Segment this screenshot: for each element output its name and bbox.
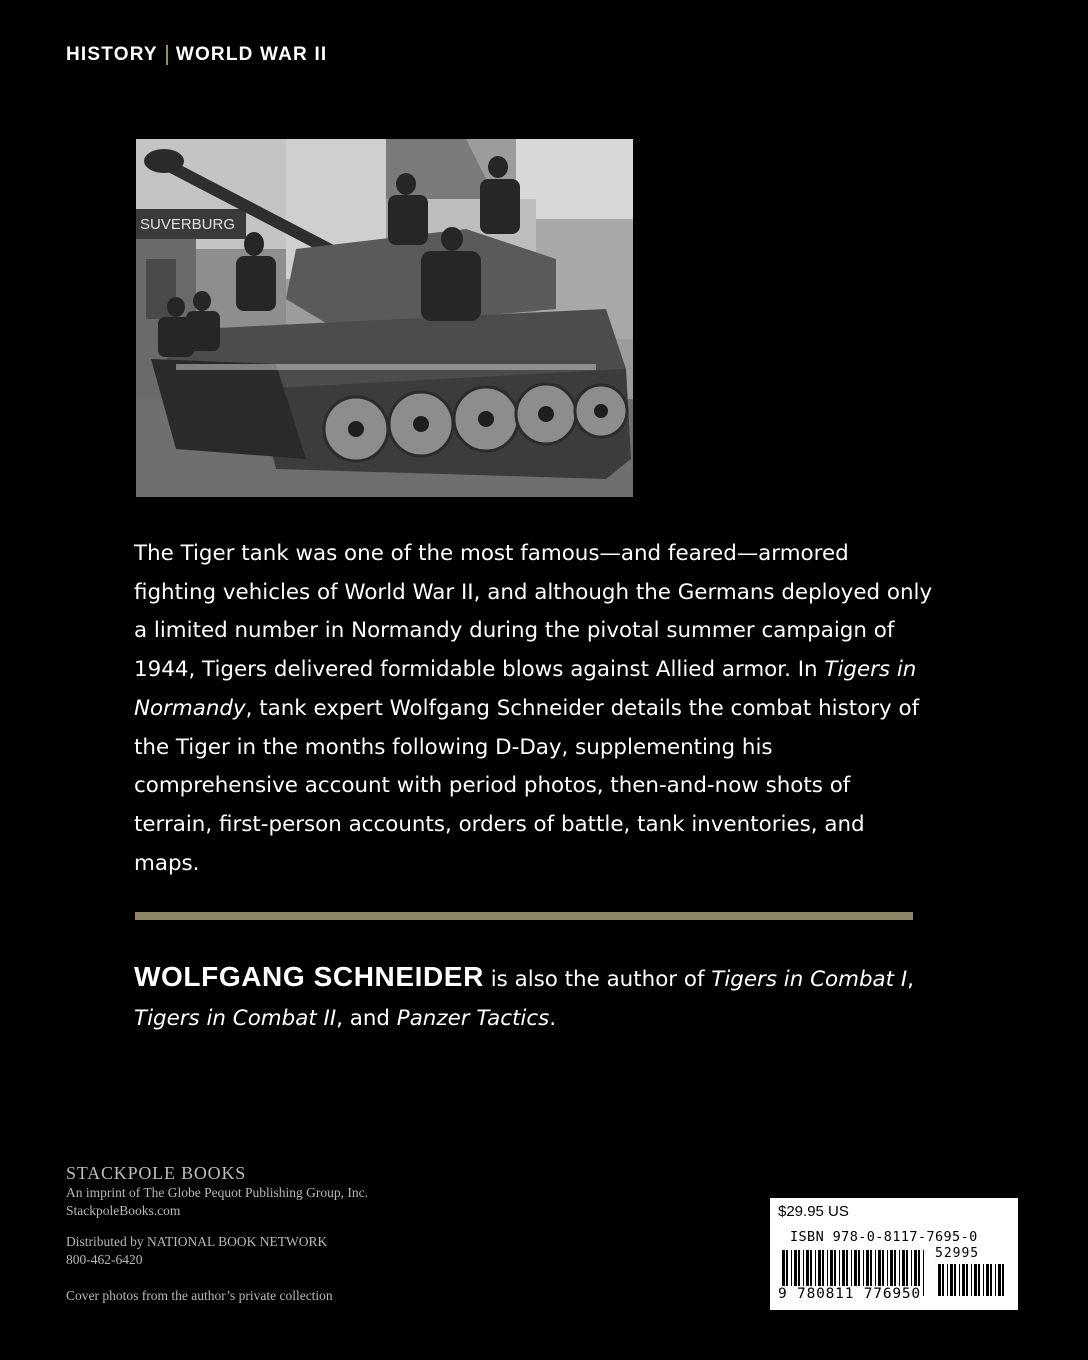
barcode-price: $29.95 US — [778, 1203, 849, 1220]
author-text-2: , — [907, 967, 914, 992]
publisher-imprint: An imprint of The Globe Pequot Publishing Group, Inc. — [66, 1185, 368, 1200]
photo-sign-text: SUVERBURG — [140, 216, 236, 233]
blurb-part-2: , tank expert Wolfgang Schneider details the combat history of the Tiger in the months following D-Day, supplementing his comprehensive account with period photos, then-and-now shots of terrain, first-person accounts, orders of battle, tank inventories, and maps. — [134, 695, 920, 876]
author-book-2: Tigers in Combat II — [134, 1005, 337, 1031]
distributor-phone: 800-462-6420 — [66, 1252, 143, 1267]
barcode-ean-number: 9 780811 776950 — [778, 1286, 921, 1302]
barcode-isbn: ISBN 978-0-8117-7695-0 — [790, 1229, 978, 1245]
divider-rule — [135, 912, 913, 920]
category-separator — [166, 45, 168, 65]
category-label — [66, 44, 327, 66]
photo-credit: Cover photos from the author’s private collection — [66, 1288, 333, 1303]
author-text-3: , and — [336, 1005, 397, 1031]
author-name: WOLFGANG SCHNEIDER — [134, 961, 484, 992]
author-text-4: . — [549, 1005, 557, 1031]
distributor-name: Distributed by NATIONAL BOOK NETWORK — [66, 1234, 328, 1249]
author-text-1: is also the author of — [483, 967, 712, 992]
publisher-info — [66, 1162, 368, 1305]
author-book-1: Tigers in Combat I — [711, 967, 908, 992]
tiger-tank-photo — [136, 139, 633, 497]
blurb-book-title: Tigers in Normandy — [134, 657, 917, 721]
publisher-name: STACKPOLE BOOKS — [66, 1163, 247, 1183]
author-bio — [134, 958, 954, 1038]
description-blurb — [134, 535, 934, 883]
category-history: HISTORY — [66, 44, 158, 65]
publisher-website: StackpoleBooks.com — [66, 1203, 181, 1218]
isbn-barcode — [770, 1198, 1018, 1310]
barcode-addon-number: 52995 — [935, 1246, 980, 1261]
author-book-3: Panzer Tactics — [396, 1005, 550, 1031]
category-ww2: WORLD WAR II — [175, 44, 328, 65]
photo-illustration — [136, 139, 633, 497]
blurb-part-1: The Tiger tank was one of the most famous—and feared—armored fighting vehicles of World War II, and although the Germans deployed only a limited number in Normandy during the pivotal summer campaign of 1944, Tigers delivered formidable blows against Allied armor. In — [134, 541, 933, 683]
